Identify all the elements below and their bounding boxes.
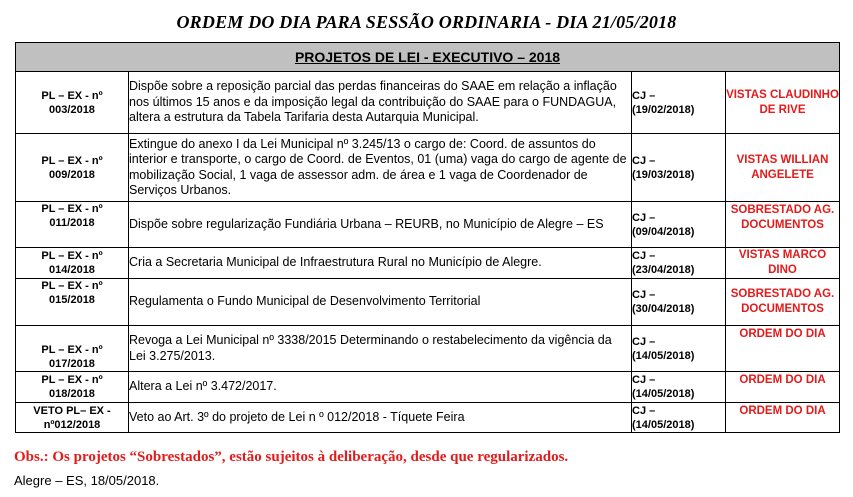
- bill-number-prefix: PL – EX - nº: [41, 374, 103, 386]
- bill-number-prefix: PL – EX - nº: [41, 250, 103, 262]
- committee-label: CJ –: [632, 289, 656, 301]
- bill-description: Altera a Lei nº 3.472/2017.: [129, 372, 632, 403]
- bill-number-prefix: PL – EX - nº: [41, 154, 103, 167]
- committee-date-value: (14/05/2018): [632, 418, 695, 431]
- bill-number-prefix: PL – EX - nº: [41, 344, 103, 356]
- committee-date-value: (14/05/2018): [632, 349, 695, 362]
- committee-date: [632, 326, 726, 372]
- bill-number-id: 009/2018: [49, 168, 95, 181]
- bill-number-id: 017/2018: [49, 358, 95, 370]
- bill-number: [16, 202, 129, 248]
- bill-description: Revoga a Lei Municipal nº 3338/2015 Determinando o restabelecimento da vigência da Lei 3.275/2013.: [129, 326, 632, 372]
- table-row: [16, 279, 840, 326]
- status-badge: VISTAS MARCO DINO: [726, 248, 840, 279]
- bill-number-prefix: PL – EX - nº: [41, 280, 103, 292]
- observation-note: Obs.: Os projetos “Sobrestados”, estão sujeitos à deliberação, desde que regularizados.: [14, 449, 569, 465]
- bill-number: [16, 134, 129, 202]
- committee-date: [632, 279, 726, 326]
- committee-date-value: (14/05/2018): [632, 388, 695, 400]
- section-header-row: [16, 43, 840, 72]
- bill-number-prefix: VETO PL– EX -: [33, 404, 111, 417]
- committee-date: [632, 372, 726, 403]
- committee-date: [632, 403, 726, 433]
- status-badge: ORDEM DO DIA: [726, 326, 840, 372]
- table-row: [16, 248, 840, 279]
- committee-date: [632, 72, 726, 134]
- committee-label: CJ –: [632, 404, 656, 417]
- bill-number-id: nº012/2018: [43, 418, 101, 431]
- status-badge: VISTAS CLAUDINHO DE RIVE: [726, 72, 840, 134]
- committee-date-value: (19/02/2018): [632, 103, 695, 116]
- document-title: ORDEM DO DIA PARA SESSÃO ORDINARIA - DIA 21/05/2018: [176, 12, 677, 32]
- status-badge: ORDEM DO DIA: [726, 403, 840, 433]
- table-row: [16, 72, 840, 134]
- bill-description: Dispõe sobre regularização Fundiária Urbana – REURB, no Município de Alegre – ES: [129, 202, 632, 248]
- committee-label: CJ –: [632, 211, 656, 224]
- bill-number: [16, 372, 129, 403]
- bill-number: [16, 248, 129, 279]
- place-date: Alegre – ES, 18/05/2018.: [14, 473, 160, 488]
- agenda-table: [15, 42, 840, 433]
- bill-number: [16, 326, 129, 372]
- committee-date-value: (09/04/2018): [632, 225, 695, 238]
- status-badge: SOBRESTADO AG. DOCUMENTOS: [726, 279, 840, 326]
- bill-number: [16, 72, 129, 134]
- bill-number-id: 011/2018: [49, 217, 95, 229]
- bill-number: [16, 403, 129, 433]
- committee-label: CJ –: [632, 89, 656, 102]
- table-row: [16, 202, 840, 248]
- committee-date: [632, 248, 726, 279]
- committee-date: [632, 202, 726, 248]
- bill-description: Regulamenta o Fundo Municipal de Desenvolvimento Territorial: [129, 279, 632, 326]
- bill-number-id: 014/2018: [49, 264, 95, 276]
- status-badge: VISTAS WILLIAN ANGELETE: [726, 134, 840, 202]
- bill-description: Veto ao Art. 3º do projeto de Lei n º 012/2018 - Tíquete Feira: [129, 403, 632, 433]
- committee-label: CJ –: [632, 154, 656, 167]
- bill-description: Cria a Secretaria Municipal de Infraestrutura Rural no Município de Alegre.: [129, 248, 632, 279]
- bill-number-id: 003/2018: [49, 103, 95, 116]
- status-badge: ORDEM DO DIA: [726, 372, 840, 403]
- committee-label: CJ –: [632, 335, 656, 348]
- status-badge: SOBRESTADO AG. DOCUMENTOS: [726, 202, 840, 248]
- table-row: [16, 326, 840, 372]
- table-row: [16, 134, 840, 202]
- committee-date-value: (19/03/2018): [632, 168, 695, 181]
- bill-description: Dispõe sobre a reposição parcial das perdas financeiras do SAAE em relação a inflação nos últimos 15 anos e da imposição legal da contribuição do SAAE para o FUNDAGUA, altera a estrutura da Tabela Tarifaria desta Autarquia Municipal.: [129, 72, 632, 134]
- bill-description: Extingue do anexo I da Lei Municipal nº 3.245/13 o cargo de: Coord. de assuntos do interior e transporte, o cargo de Coord. de Eventos, 01 (uma) vaga do cargo de agente de mobilização Social, 1 vaga de assessor adm. de área e 1 vaga de Coordenador de Serviços Urbanos.: [129, 134, 632, 202]
- section-header: PROJETOS DE LEI - EXECUTIVO – 2018: [16, 43, 840, 72]
- committee-label: CJ –: [632, 250, 656, 262]
- table-row: [16, 403, 840, 433]
- bill-number-id: 015/2018: [49, 294, 95, 306]
- committee-date: [632, 134, 726, 202]
- committee-date-value: (30/04/2018): [632, 303, 695, 315]
- bill-number: [16, 279, 129, 326]
- committee-label: CJ –: [632, 374, 656, 386]
- bill-number-prefix: PL – EX - nº: [41, 89, 103, 102]
- committee-date-value: (23/04/2018): [632, 264, 695, 276]
- bill-number-id: 018/2018: [49, 388, 95, 400]
- bill-number-prefix: PL – EX - nº: [41, 203, 103, 215]
- table-row: [16, 372, 840, 403]
